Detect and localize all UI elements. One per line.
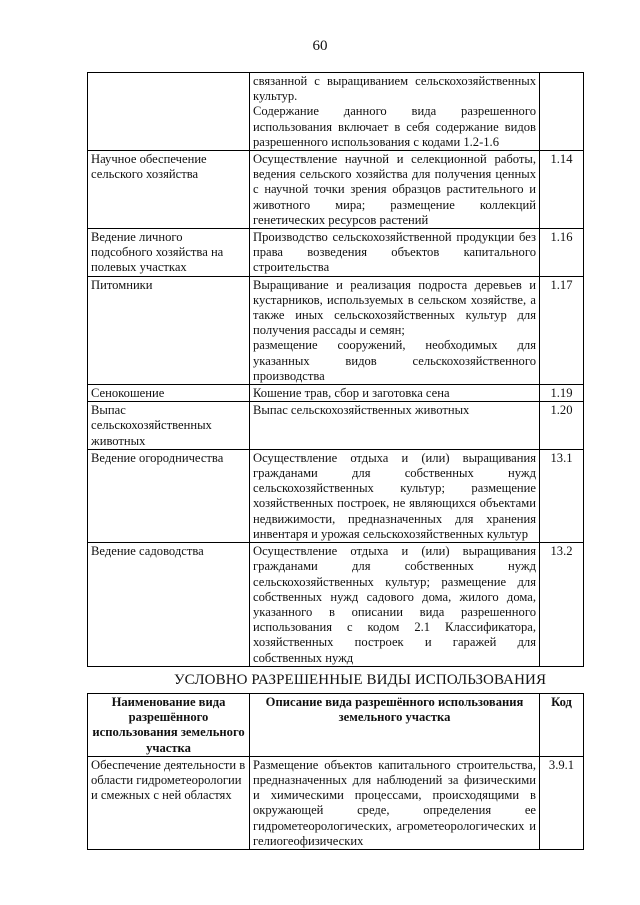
permitted-uses-table bbox=[87, 72, 584, 667]
use-description-cell bbox=[250, 73, 540, 151]
table-header-row bbox=[88, 694, 584, 757]
use-name-cell: Питомники bbox=[88, 276, 250, 384]
description-paragraph: Осуществление отдыха и (или) выращивания гражданами для собственных нужд сельскохозяйственных культур; размещение для собственных нужд садового дома, жилого дома, указанного в описании вида разрешенного использования с кодом 2.1 Классификатора, хозяйственных построек и гаражей для собственных нужд bbox=[253, 544, 536, 665]
description-paragraph: Осуществление научной и селекционной работы, ведения сельского хозяйства для получения ценных с научной точки зрения образцов растительного и животного мира; размещение коллекций генетических ресурсов растений bbox=[253, 152, 536, 227]
table-row bbox=[88, 229, 584, 277]
use-description-cell bbox=[250, 385, 540, 402]
description-paragraph: Содержание данного вида разрешенного использования включает в себя содержание видов разрешенного использования с кодами 1.2-1.6 bbox=[253, 104, 536, 149]
use-name-cell: Выпас сельскохозяйственных животных bbox=[88, 402, 250, 450]
section-title: УСЛОВНО РАЗРЕШЕННЫЕ ВИДЫ ИСПОЛЬЗОВАНИЯ bbox=[173, 672, 547, 688]
header-name: Наименование вида разрешённого использования земельного участка bbox=[88, 694, 250, 757]
use-description-cell bbox=[250, 543, 540, 667]
description-paragraph: Выпас сельскохозяйственных животных bbox=[253, 403, 470, 418]
table-row bbox=[88, 449, 584, 542]
description-paragraph: Осуществление отдыха и (или) выращивания гражданами для собственных нужд сельскохозяйственных культур; размещение хозяйственных построек, не являющихся объектами недвижимости, предназначенных для хранения инвентаря и урожая сельскохозяйственных культур bbox=[253, 450, 536, 541]
use-code-cell: 3.9.1 bbox=[540, 756, 584, 849]
use-description-cell bbox=[250, 402, 540, 450]
use-name-cell bbox=[88, 73, 250, 151]
use-name-cell: Научное обеспечение сельского хозяйства bbox=[88, 151, 250, 229]
description-paragraph: связанной с выращиванием сельскохозяйственных культур. bbox=[253, 74, 536, 104]
conditional-uses-table bbox=[87, 693, 584, 850]
use-code-cell: 13.1 bbox=[540, 449, 584, 542]
page-number: 60 bbox=[312, 38, 328, 54]
use-description-cell bbox=[250, 151, 540, 229]
header-description: Описание вида разрешённого использования земельного участка bbox=[250, 694, 540, 757]
conditional-uses-table-body bbox=[88, 756, 584, 849]
use-code-cell: 1.17 bbox=[540, 276, 584, 384]
table-row bbox=[88, 276, 584, 384]
use-code-cell: 13.2 bbox=[540, 543, 584, 667]
use-code-cell: 1.14 bbox=[540, 151, 584, 229]
use-name-cell: Ведение огородничества bbox=[88, 449, 250, 542]
description-paragraph: Выращивание и реализация подроста деревьев и кустарников, используемых в сельском хозяйстве, а также иных сельскохозяйственных культур для получения рассады и семян; bbox=[253, 277, 536, 338]
use-description-cell bbox=[250, 449, 540, 542]
description-paragraph: Производство сельскохозяйственной продукции без права возведения объектов капитального строительства bbox=[253, 230, 536, 275]
use-code-cell: 1.20 bbox=[540, 402, 584, 450]
table-row bbox=[88, 151, 584, 229]
description-paragraph: Кошение трав, сбор и заготовка сена bbox=[253, 386, 450, 401]
use-name-cell: Ведение садоводства bbox=[88, 543, 250, 667]
description-paragraph: Размещение объектов капитального строительства, предназначенных для наблюдений за физическими и химическими процессами, происходящими в окружающей среде, определения ее гидрометеорологических, агрометеорологических и гелиогеофизических bbox=[253, 757, 536, 848]
table-row bbox=[88, 402, 584, 450]
use-code-cell: 1.19 bbox=[540, 385, 584, 402]
use-code-cell bbox=[540, 73, 584, 151]
use-name-cell: Ведение личного подсобного хозяйства на полевых участках bbox=[88, 229, 250, 277]
use-name-cell: Обеспечение деятельности в области гидрометеорологии и смежных с ней областях bbox=[88, 756, 250, 849]
use-description-cell bbox=[250, 229, 540, 277]
permitted-uses-table-body bbox=[88, 73, 584, 667]
use-code-cell: 1.16 bbox=[540, 229, 584, 277]
use-description-cell bbox=[250, 756, 540, 849]
header-code: Код bbox=[540, 694, 584, 757]
table-row bbox=[88, 385, 584, 402]
table-row bbox=[88, 73, 584, 151]
table-row bbox=[88, 543, 584, 667]
description-paragraph: размещение сооружений, необходимых для указанных видов сельскохозяйственного производства bbox=[253, 338, 536, 383]
use-description-cell bbox=[250, 276, 540, 384]
table-row bbox=[88, 756, 584, 849]
use-name-cell: Сенокошение bbox=[88, 385, 250, 402]
